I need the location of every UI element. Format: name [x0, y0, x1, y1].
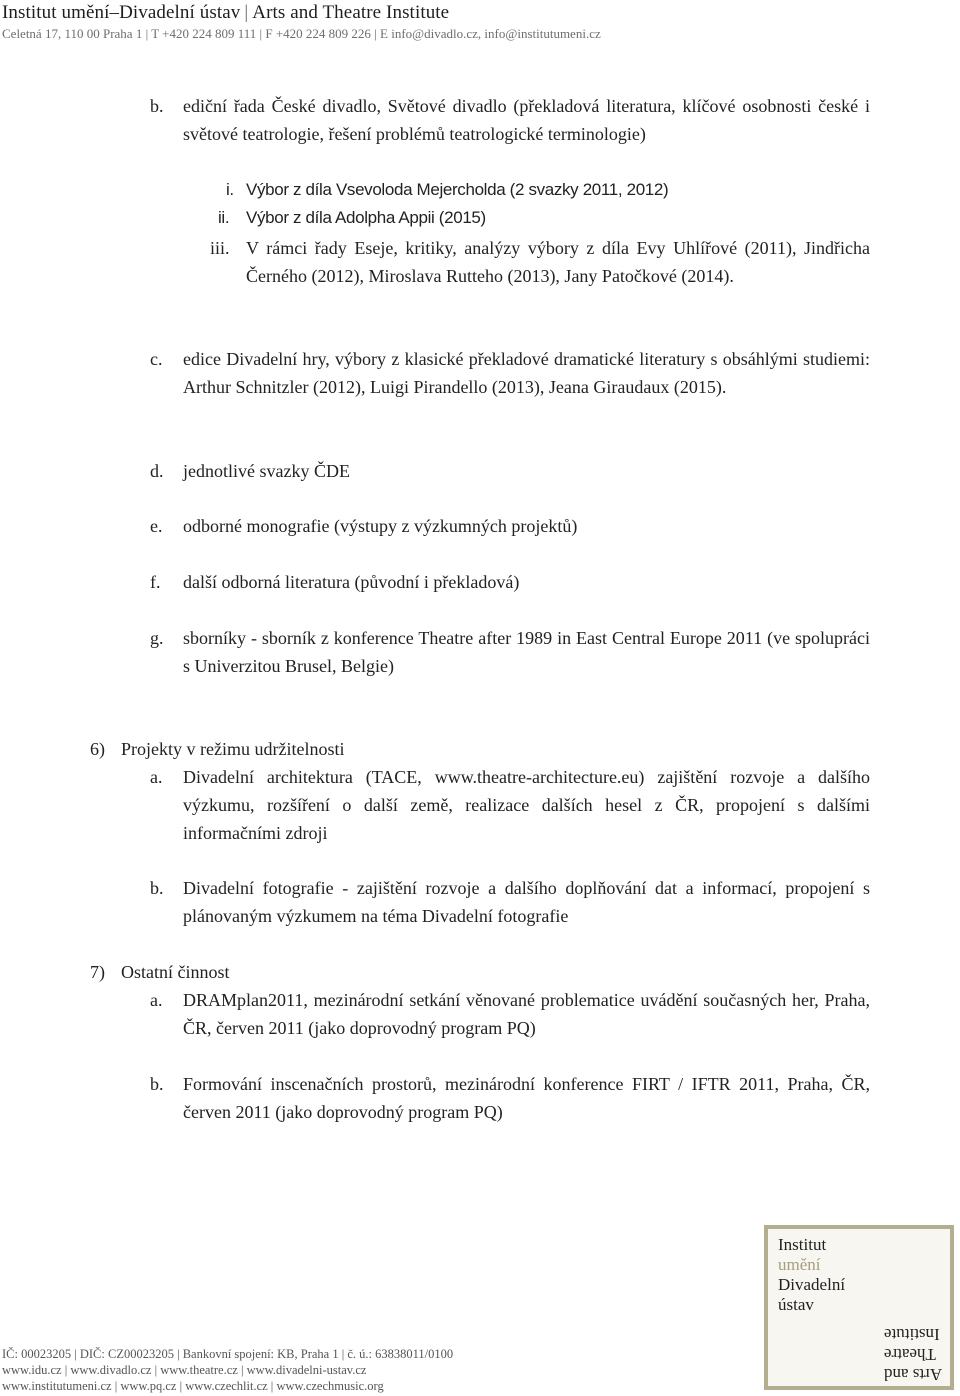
- logo-word-theatre: Theatre: [883, 1345, 936, 1364]
- item-b-ii-text: Výbor z díla Adolpha Appii (2015): [246, 208, 486, 227]
- logo-word-ustav: ústav: [778, 1295, 814, 1314]
- item-e-label: e.: [150, 516, 163, 536]
- logo-panel: [768, 1229, 950, 1386]
- section-6-a-text: Divadelní architektura (TACE, www.theatre-architecture.eu) zajištění rozvoje a dalšího výzkumu, rozšíření o další země, realizace dalších hesel z ČR, propojení s dalšími informačními zdroji: [183, 767, 870, 843]
- item-g-text: sborníky - sborník z konference Theatre after 1989 in East Central Europe 2011 (ve spolupráci s Univerzitou Brusel, Belgie): [183, 628, 870, 676]
- footer-registration: IČ: 00023205 | DIČ: CZ00023205 | Bankovní spojení: KB, Praha 1 | č. ú.: 63838011/0100: [2, 1347, 454, 1361]
- section-7-number: 7): [90, 962, 105, 982]
- title-separator: |: [244, 2, 249, 23]
- section-6-b-text: Divadelní fotografie - zajištění rozvoje a dalšího doplňování dat a informací, propojení s plánovaným výzkumem na téma Divadelní fotografie: [183, 878, 870, 926]
- item-b-label: b.: [150, 96, 164, 116]
- logo-word-institut: Institut: [778, 1235, 827, 1254]
- section-6-number: 6): [90, 739, 105, 759]
- item-d-text: jednotlivé svazky ČDE: [183, 461, 350, 481]
- section-7-b-label: b.: [150, 1074, 164, 1094]
- section-7-a-label: a.: [150, 990, 163, 1010]
- logo-word-divadelni: Divadelní: [778, 1275, 846, 1294]
- section-6-b-label: b.: [150, 878, 164, 898]
- section-6-title: Projekty v režimu udržitelnosti: [121, 739, 345, 759]
- item-d-label: d.: [150, 461, 164, 481]
- item-b-iii-label: iii.: [210, 238, 230, 258]
- item-c-label: c.: [150, 349, 163, 369]
- item-b-i-text: Výbor z díla Vsevoloda Mejercholda (2 svazky 2011, 2012): [246, 180, 669, 199]
- item-e-text: odborné monografie (výstupy z výzkumných projektů): [183, 516, 578, 536]
- section-7-title: Ostatní činnost: [121, 962, 230, 982]
- section-6-a-label: a.: [150, 767, 163, 787]
- item-b-i-label: i.: [226, 180, 234, 199]
- section-7-b-text: Formování inscenačních prostorů, mezinárodní konference FIRT / IFTR 2011, Praha, ČR, červen 2011 (jako doprovodný program PQ): [183, 1074, 870, 1122]
- logo-word-arts-and: Arts and: [883, 1365, 942, 1384]
- letterhead-contact: Celetná 17, 110 00 Praha 1 | T +420 224 809 111 | F +420 224 809 226 | E info@divadlo.cz, info@institutumeni.cz: [2, 26, 601, 41]
- logo-en-words-rotated: [884, 1324, 942, 1384]
- item-b-text: ediční řada České divadlo, Světové divadlo (překladová literatura, klíčové osobnosti české i světové teatrologie, řešení problémů teatrologické terminologie): [183, 96, 870, 144]
- item-f-text: další odborná literatura (původní i překladová): [183, 572, 520, 592]
- item-b-ii-label: ii.: [218, 208, 230, 227]
- org-name-cz: Institut umění–Divadelní ústav: [2, 2, 241, 23]
- logo-cz-words: [778, 1235, 845, 1315]
- letterhead-footer: [2, 1346, 453, 1394]
- footer-websites-1: www.idu.cz | www.divadlo.cz | www.theatre.cz | www.divadelni-ustav.cz: [2, 1363, 367, 1377]
- footer-websites-2: www.institutumeni.cz | www.pq.cz | www.czechlit.cz | www.czechmusic.org: [2, 1379, 384, 1393]
- logo-word-umeni: umění: [778, 1255, 821, 1274]
- letterhead: [2, 2, 958, 42]
- item-b-iii-text: V rámci řady Eseje, kritiky, analýzy výbory z díla Evy Uhlířové (2011), Jindřicha Černého (2012), Miroslava Rutteho (2013), Jany Patočkové (2014).: [246, 238, 870, 286]
- item-f-label: f.: [150, 572, 161, 592]
- org-name-en: Arts and Theatre Institute: [252, 2, 450, 23]
- letterhead-title: [2, 2, 958, 24]
- item-g-label: g.: [150, 628, 164, 648]
- institute-logo: [764, 1225, 954, 1390]
- section-7-a-text: DRAMplan2011, mezinárodní setkání věnované problematice uvádění současných her, Praha, ČR, červen 2011 (jako doprovodný program PQ): [183, 990, 870, 1038]
- logo-word-institute: Institute: [883, 1325, 940, 1344]
- item-c-text: edice Divadelní hry, výbory z klasické překladové dramatické literatury s obsáhlými studiemi: Arthur Schnitzler (2012), Luigi Pirandello (2013), Jeana Giraudaux (2015).: [183, 349, 870, 397]
